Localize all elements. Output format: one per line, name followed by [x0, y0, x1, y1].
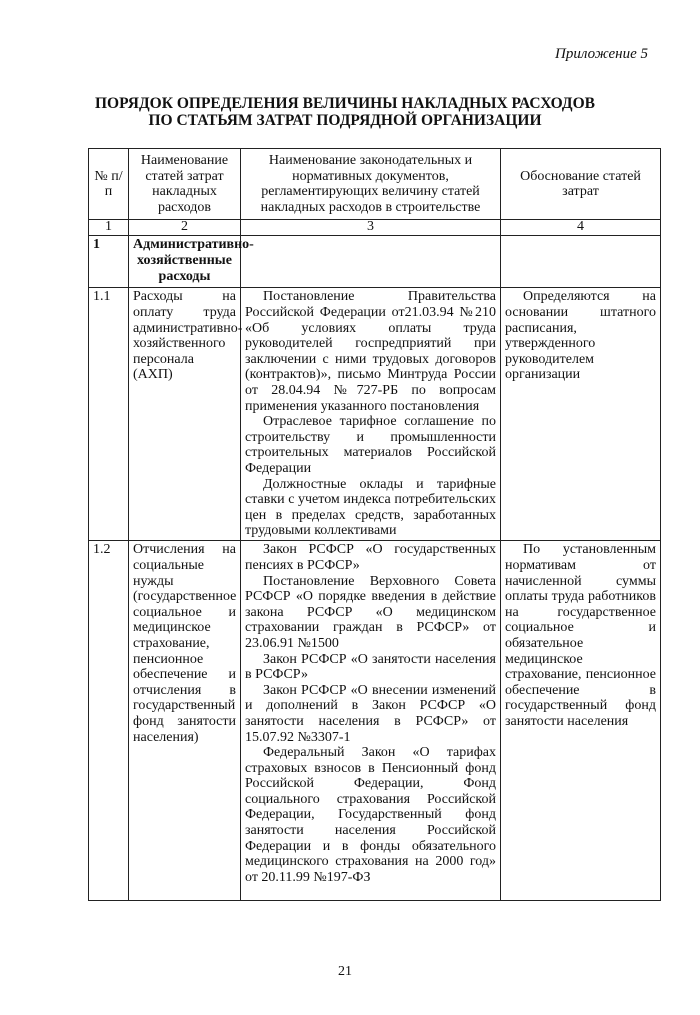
row-cost-item: Административно-хозяйственные расходы — [129, 236, 241, 288]
row-cost-item: Отчисления на социальные нужды (государственное социальное и медицинское страхование, пенсионное обеспечение и отчисления в государственный фонд занятости населения) — [129, 541, 241, 901]
overhead-costs-table — [88, 148, 661, 901]
appendix-label: Приложение 5 — [555, 46, 648, 62]
row-documents — [241, 236, 501, 288]
document-entry: Должностные оклады и тарифные ставки с учетом индекса потребительских цен в пределах средств, заработанных трудовыми коллективами — [245, 476, 496, 539]
column-number: 3 — [241, 220, 501, 236]
row-documents — [241, 541, 501, 901]
basis-text: По установленным нормативам от начисленной суммы оплаты труда работников на государственное социальное и обязательное медицинское страхование, пенсионное обеспечение в государственный фонд занятости населения — [505, 542, 656, 729]
table-row — [89, 541, 661, 901]
row-basis — [501, 288, 661, 541]
document-entry: Закон РСФСР «О занятости населения в РСФСР» — [245, 651, 496, 683]
header-num: № п/п — [89, 149, 129, 220]
header-documents: Наименование законодательных и нормативных документов, регламентирующих величину статей накладных расходов в строительстве — [241, 149, 501, 220]
row-cost-item: Расходы на оплату труда административно-хозяйственного персонала (АХП) — [129, 288, 241, 541]
basis-text: Определяются на основании штатного расписания, утвержденного руководителем организации — [505, 289, 656, 383]
row-num: 1 — [89, 236, 129, 288]
page-title — [0, 95, 690, 129]
column-number: 4 — [501, 220, 661, 236]
document-entry: Федеральный Закон «О тарифах страховых взносов в Пенсионный фонд Российской Федерации, Фонд социального страхования Российской Федерации, Государственный фонд занятости населения Российской Федерации и в фонды обязательного медицинского страхования на 2000 год» от 20.11.99 №197-ФЗ — [245, 745, 496, 885]
column-number: 1 — [89, 220, 129, 236]
header-row — [89, 149, 661, 220]
title-line-1: ПОРЯДОК ОПРЕДЕЛЕНИЯ ВЕЛИЧИНЫ НАКЛАДНЫХ РАСХОДОВ — [95, 95, 595, 112]
document-entry: Закон РСФСР «О внесении изменений и дополнений в Закон РСФСР «О занятости населения в РСФСР» от 15.07.92 №3307-1 — [245, 682, 496, 745]
row-num: 1.2 — [89, 541, 129, 901]
table-row — [89, 288, 661, 541]
document-entry: Постановление Верховного Совета РСФСР «О порядке введения в действие закона РСФСР «О медицинском страховании граждан в РСФСР» от 23.06.91 №1500 — [245, 573, 496, 651]
header-basis: Обоснование статей затрат — [501, 149, 661, 220]
row-num: 1.1 — [89, 288, 129, 541]
document-entry: Закон РСФСР «О государственных пенсиях в РСФСР» — [245, 542, 496, 573]
header-cost-item: Наименование статей затрат накладных расходов — [129, 149, 241, 220]
document-entry: Постановление Правительства Российской Федерации от21.03.94 №210 «Об условиях оплаты труда руководителей госпредприятий при заключении с ними трудовых договоров (контрактов)», письмо Минтруда России от 28.04.94 №727-РБ по вопросам применения указанного постановления — [245, 289, 496, 414]
row-basis — [501, 541, 661, 901]
title-line-2: ПО СТАТЬЯМ ЗАТРАТ ПОДРЯДНОЙ ОРГАНИЗАЦИИ — [148, 112, 542, 129]
row-documents — [241, 288, 501, 541]
document-entry: Отраслевое тарифное соглашение по строительству и промышленности строительных материалов Российской Федерации — [245, 414, 496, 476]
page-number: 21 — [338, 964, 352, 979]
row-basis — [501, 236, 661, 288]
column-number: 2 — [129, 220, 241, 236]
table-row — [89, 236, 661, 288]
column-number-row — [89, 220, 661, 236]
